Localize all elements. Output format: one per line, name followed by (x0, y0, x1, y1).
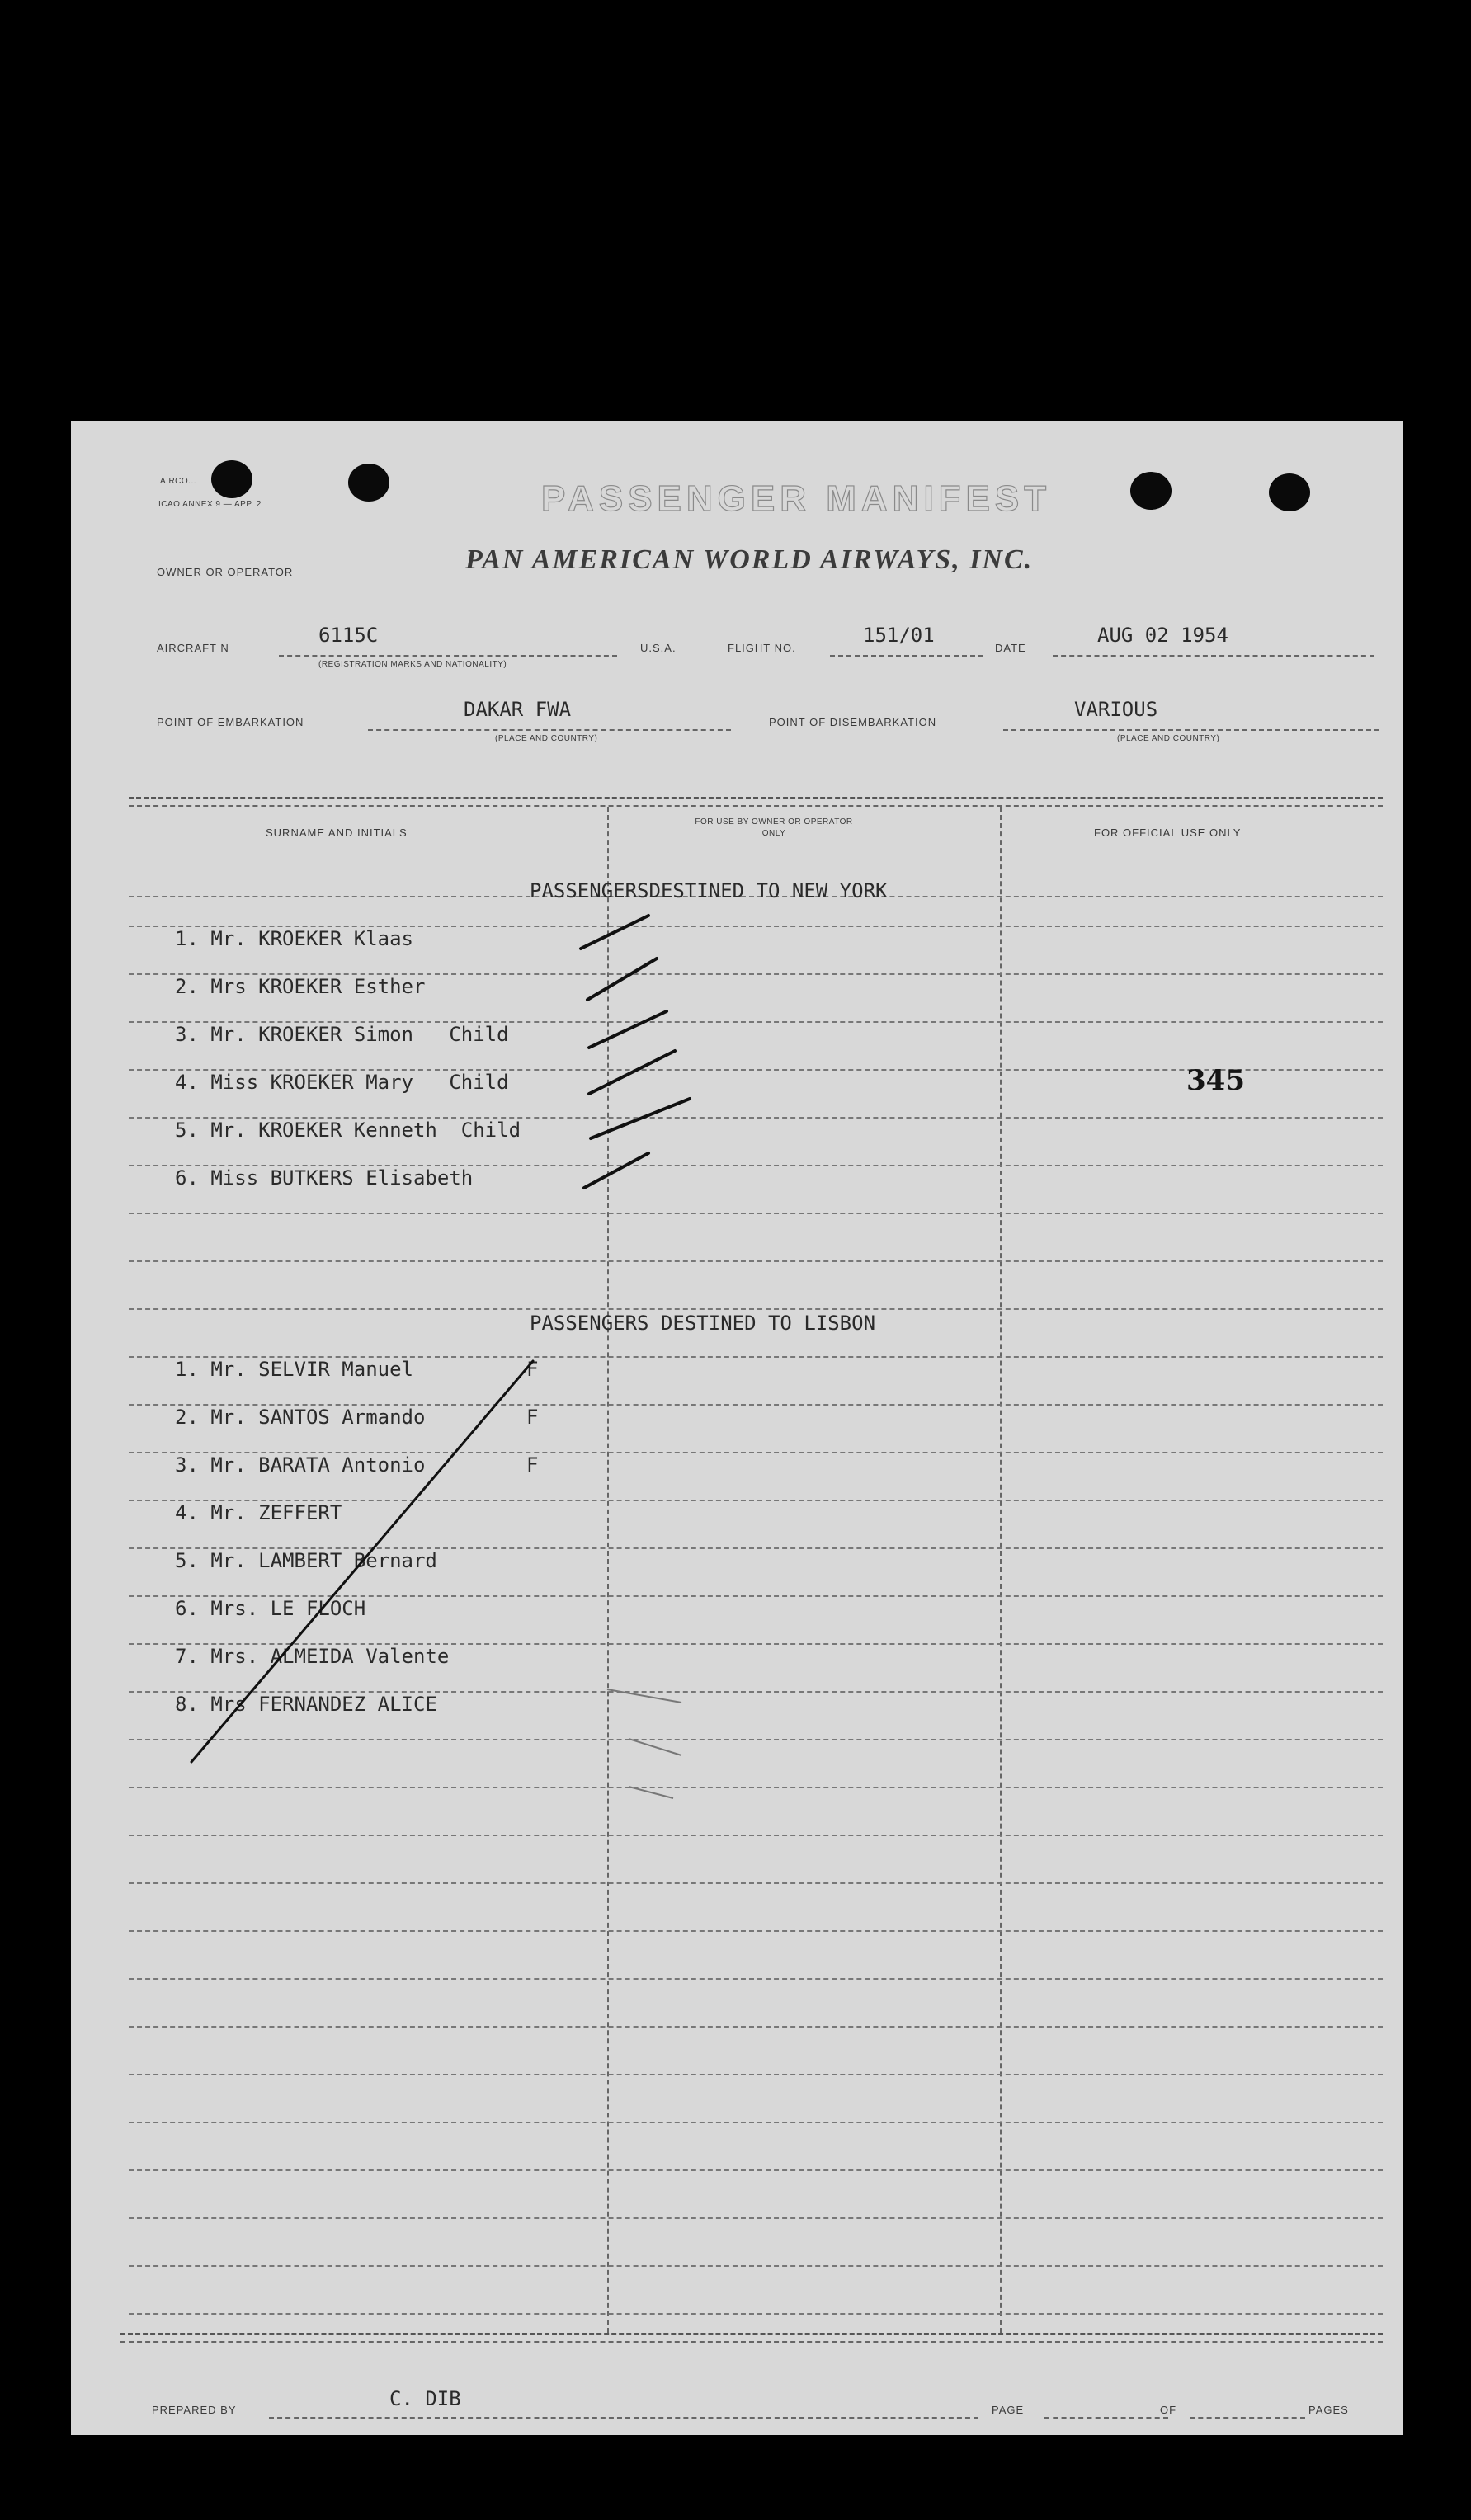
aircraft-sublabel: (REGISTRATION MARKS AND NATIONALITY) (318, 660, 507, 669)
embarkation-label: POINT OF EMBARKATION (157, 716, 304, 728)
column-divider (607, 807, 609, 2333)
ruled-line (129, 1835, 1383, 1836)
of-label: OF (1160, 2404, 1177, 2416)
sex-mark: F (526, 1453, 539, 1477)
disembarkation-underline (1003, 729, 1379, 731)
ruled-line (129, 1882, 1383, 1884)
table-bottom-rule (120, 2333, 1383, 2335)
sex-mark: F (526, 1406, 539, 1429)
date-underline (1053, 655, 1374, 657)
ruled-line (129, 1308, 1383, 1310)
aircraft-value: 6115C (318, 624, 379, 647)
manifest-sheet (71, 421, 1403, 2435)
aircraft-underline (279, 655, 617, 657)
owner-label: OWNER OR OPERATOR (157, 566, 294, 578)
company-name: PAN AMERICAN WORLD AIRWAYS, INC. (465, 544, 1034, 575)
aircraft-label: AIRCRAFT N (157, 642, 229, 654)
date-value: AUG 02 1954 (1097, 624, 1228, 647)
ruled-line (129, 2217, 1383, 2219)
punch-hole (1269, 473, 1310, 511)
prepared-by-label: PREPARED BY (152, 2404, 237, 2416)
embarkation-underline (368, 729, 731, 731)
embarkation-sublabel: (PLACE AND COUNTRY) (495, 734, 598, 743)
table-row: 2. Mr. SANTOS Armando (175, 1406, 426, 1429)
column-divider (1000, 807, 1002, 2333)
sex-mark: F (526, 1358, 539, 1381)
ruled-line (129, 2313, 1383, 2315)
date-label: DATE (995, 642, 1026, 654)
table-row: 7. Mrs. ALMEIDA Valente (175, 1645, 450, 1668)
check-mark (584, 1153, 648, 1188)
ruled-line (129, 2169, 1383, 2171)
check-mark (587, 959, 657, 1000)
table-row: 4. Miss KROEKER Mary Child (175, 1071, 509, 1094)
table-row: 2. Mrs KROEKER Esther (175, 975, 426, 998)
embarkation-value: DAKAR FWA (464, 698, 572, 721)
punch-hole (348, 464, 389, 502)
table-row: 1. Mr. KROEKER Klaas (175, 927, 413, 950)
table-row: 4. Mr. ZEFFERT (175, 1501, 342, 1524)
ruled-line (129, 2122, 1383, 2123)
ruled-line (129, 2026, 1383, 2028)
ruled-line (129, 2265, 1383, 2267)
check-mark (589, 1051, 675, 1094)
table-row: 5. Mr. KROEKER Kenneth Child (175, 1119, 521, 1142)
page-underline (1044, 2417, 1168, 2419)
ruled-line (129, 1739, 1383, 1740)
column-header-surname: SURNAME AND INITIALS (266, 827, 408, 839)
ruled-line (129, 2074, 1383, 2075)
group-heading-lisbon: PASSENGERS DESTINED TO LISBON (530, 1312, 876, 1335)
table-row: 6. Mrs. LE FLOCH (175, 1597, 366, 1620)
table-row: 8. Mrs FERNANDEZ ALICE (175, 1693, 437, 1716)
prepared-by-value: C. DIB (389, 2387, 461, 2410)
page-title: PASSENGER MANIFEST (541, 478, 1052, 519)
punch-hole (211, 460, 252, 498)
flight-value: 151/01 (863, 624, 935, 647)
table-row: 5. Mr. LAMBERT Bernard (175, 1549, 437, 1572)
punch-hole (1130, 472, 1172, 510)
ruled-line (129, 1978, 1383, 1980)
pages-label: PAGES (1308, 2404, 1349, 2416)
table-row: 6. Miss BUTKERS Elisabeth (175, 1166, 474, 1189)
disembarkation-label: POINT OF DISEMBARKATION (769, 716, 937, 728)
table-row: 3. Mr. KROEKER Simon Child (175, 1023, 509, 1046)
check-mark (591, 1099, 690, 1138)
flight-underline (830, 655, 983, 657)
disembarkation-sublabel: (PLACE AND COUNTRY) (1117, 734, 1220, 743)
form-code: AIRCO... (160, 477, 197, 486)
table-row: 1. Mr. SELVIR Manuel (175, 1358, 413, 1381)
column-header-official: FOR OFFICIAL USE ONLY (1094, 827, 1242, 839)
ruled-line (129, 1213, 1383, 1214)
page-label: PAGE (992, 2404, 1025, 2416)
column-header-operator: FOR USE BY OWNER OR OPERATOR ONLY (695, 817, 853, 838)
of-underline (1190, 2417, 1305, 2419)
check-mark (581, 916, 648, 949)
table-bottom-rule (120, 2341, 1383, 2343)
prepared-by-underline (269, 2417, 978, 2419)
ruled-line (129, 1787, 1383, 1788)
group-heading-new-york: PASSENGERSDESTINED TO NEW YORK (530, 879, 888, 902)
official-stamp-number: 345 (1186, 1064, 1245, 1097)
ruled-line (129, 1930, 1383, 1932)
flight-label: FLIGHT NO. (728, 642, 796, 654)
table-top-rule (129, 805, 1383, 807)
table-row: 3. Mr. BARATA Antonio (175, 1453, 426, 1477)
country-label: U.S.A. (640, 642, 677, 654)
ruled-line (129, 1260, 1383, 1262)
form-code-annex: ICAO ANNEX 9 — APP. 2 (158, 500, 262, 509)
check-mark (589, 1011, 667, 1048)
table-top-rule (129, 797, 1383, 799)
disembarkation-value: VARIOUS (1074, 698, 1158, 721)
